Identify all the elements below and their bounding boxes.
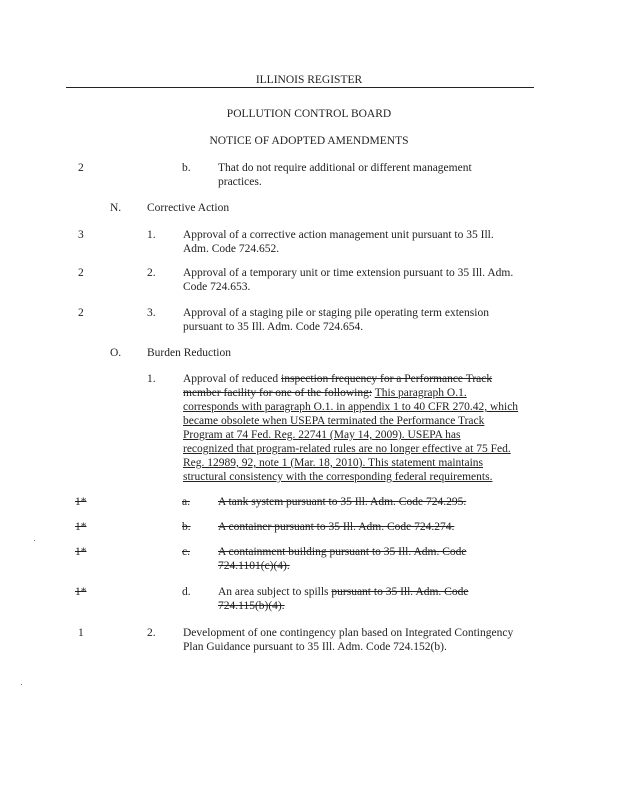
- item-index: 2.: [147, 627, 156, 639]
- notice-title: NOTICE OF ADOPTED AMENDMENTS: [209, 135, 409, 147]
- struck-text: inspection frequency for a Performance Track: [281, 373, 493, 385]
- item-letter: d.: [182, 586, 191, 598]
- class-number: 1*: [75, 521, 87, 533]
- item-index: 1.: [147, 229, 156, 241]
- item-index: 3.: [147, 307, 156, 319]
- inserted-text-line: Program at 74 Fed. Reg. 22741 (May 14, 2009). USEPA has: [183, 429, 461, 441]
- item-text-line: [183, 386, 467, 400]
- struck-text-line: A containment building pursuant to 35 Ill. Adm. Code: [218, 546, 467, 558]
- item-text-line: Plan Guidance pursuant to 35 Ill. Adm. Code 724.152(b).: [183, 641, 447, 653]
- section-title: Burden Reduction: [147, 347, 231, 359]
- item-text-line: That do not require additional or different management: [218, 162, 472, 174]
- struck-text-line: 724.1101(c)(4).: [218, 560, 290, 572]
- struck-text: pursuant to 35 Ill. Adm. Code: [331, 586, 469, 598]
- item-text-line: Approval of a staging pile or staging pile operating term extension: [183, 307, 489, 319]
- item-index: 2.: [147, 267, 156, 279]
- item-text-line: Code 724.653.: [183, 281, 251, 293]
- item-letter: a.: [182, 496, 190, 508]
- item-text-line: Approval of a corrective action management unit pursuant to 35 Ill.: [183, 229, 494, 241]
- section-letter: O.: [110, 347, 122, 359]
- class-number: 1*: [75, 546, 87, 558]
- item-text-line: Approval of a temporary unit or time extension pursuant to 35 Ill. Adm.: [183, 267, 514, 279]
- item-letter: b.: [182, 521, 191, 533]
- struck-text: member facility for one of the following:: [183, 387, 373, 399]
- inserted-text-line: corresponds with paragraph O.1. in appendix 1 to 40 CFR 270.42, which: [183, 401, 519, 413]
- class-number: 1*: [75, 586, 87, 598]
- scan-speck: [21, 684, 22, 685]
- header-rule: [66, 87, 534, 88]
- item-text-line: An area subject to spills pursuant to 35 Ill. Adm. Code: [218, 586, 469, 598]
- item-text-line: Adm. Code 724.652.: [183, 243, 280, 255]
- item-text-line: practices.: [218, 176, 262, 188]
- item-text-line: Approval of reduced inspection frequency for a Performance Track: [183, 373, 493, 385]
- board-title: POLLUTION CONTROL BOARD: [226, 108, 392, 120]
- class-number: 1: [78, 627, 84, 639]
- section-letter: N.: [110, 202, 122, 214]
- inserted-text-line: recognized that program-related rules are no longer effective at 75 Fed.: [183, 443, 511, 455]
- inserted-text-line: structural consistency with the corresponding federal requirements.: [183, 471, 493, 483]
- register-title: ILLINOIS REGISTER: [255, 74, 363, 86]
- class-number: 2: [78, 307, 84, 319]
- struck-text-line: A tank system pursuant to 35 Ill. Adm. Code 724.295.: [218, 496, 467, 508]
- inserted-text: This paragraph O.1.: [374, 387, 467, 399]
- scan-speck: [34, 540, 35, 541]
- class-number: 1*: [75, 496, 87, 508]
- item-text-line: Development of one contingency plan based on Integrated Contingency: [183, 627, 514, 639]
- class-number: 2: [78, 162, 84, 174]
- item-text-line: pursuant to 35 Ill. Adm. Code 724.654.: [183, 321, 364, 333]
- inserted-text-line: Reg. 12989, 92, note 1 (Mar. 18, 2010). This statement maintains: [183, 457, 484, 469]
- inserted-text-line: became obsolete when USEPA terminated the Performance Track: [183, 415, 485, 427]
- item-letter: c.: [182, 546, 190, 558]
- item-index: 1.: [147, 373, 156, 385]
- item-letter: b.: [182, 162, 191, 174]
- struck-text-line: A container pursuant to 35 Ill. Adm. Code 724.274.: [218, 521, 455, 533]
- class-number: 2: [78, 267, 84, 279]
- class-number: 3: [78, 229, 84, 241]
- struck-text-line: 724.115(b)(4).: [218, 600, 285, 612]
- section-title: Corrective Action: [147, 202, 230, 214]
